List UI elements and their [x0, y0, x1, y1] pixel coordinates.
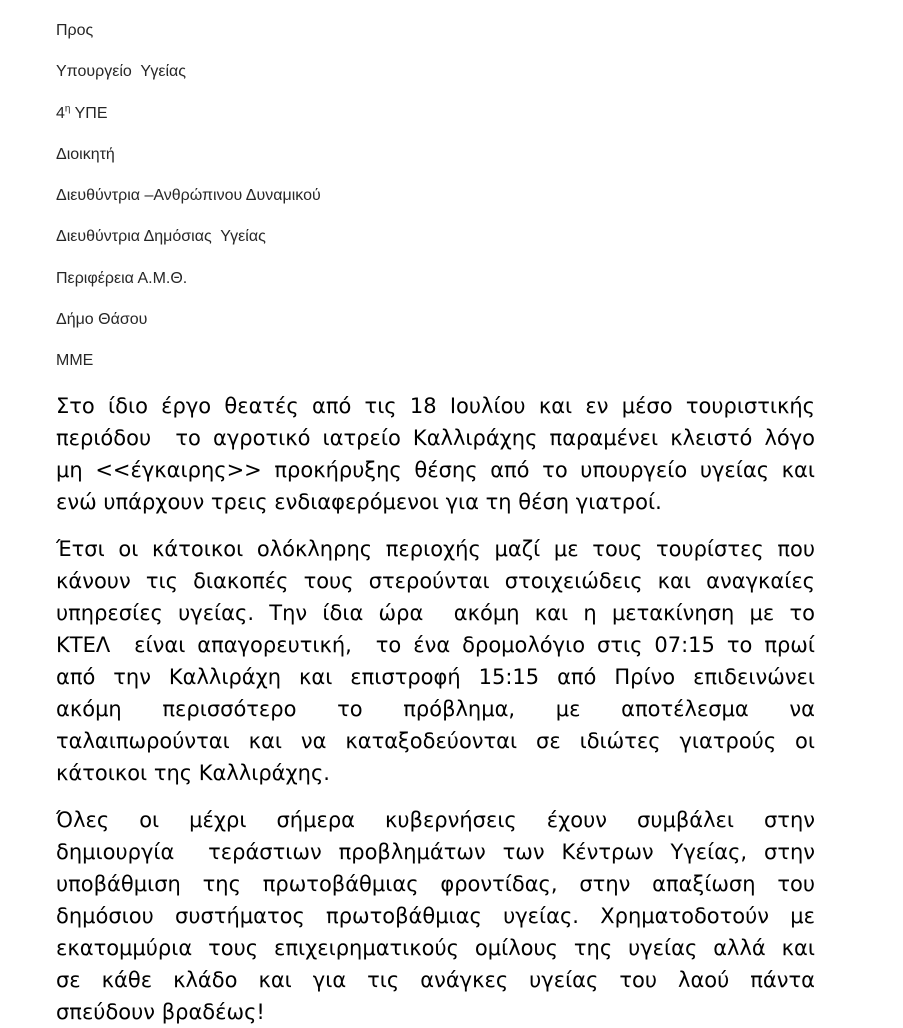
text-line: ενώ υπάρχουν τρεις ενδιαφερόμενοι για τη θέση γιατροί.	[56, 489, 662, 514]
text-line: Έτσι οι κάτοικοι ολόκληρης περιοχής μαζί με τους τουρίστες που	[56, 536, 815, 561]
body-paragraph	[56, 390, 815, 518]
recipient-line: Διοικητή	[56, 145, 115, 163]
text-line: περιόδου το αγροτικό ιατρείο Καλλιράχης παραμένει κλειστό λόγο	[56, 425, 815, 450]
recipient-line: Προς	[56, 22, 94, 39]
recipient-list	[56, 10, 815, 382]
body-paragraph	[56, 533, 815, 789]
text-line: εκατομμύρια τους επιχειρηματικούς ομίλους της υγείας αλλά και	[56, 935, 815, 960]
text-line: δημόσιου συστήματος πρωτοβάθμιας υγείας. Χρηματοδοτούν με	[56, 903, 815, 928]
text-line: κάτοικοι της Καλλιράχης.	[56, 760, 330, 785]
recipient-line: Περιφέρεια Α.Μ.Θ.	[56, 269, 188, 287]
text-line: υποβάθμιση της πρωτοβάθμιας φροντίδας, στην απαξίωση του	[56, 871, 815, 896]
letter-body	[56, 390, 815, 1028]
body-paragraph	[56, 804, 815, 1028]
text-line: κάνουν τις διακοπές τους στερούνται στοιχειώδεις και αναγκαίες	[56, 568, 815, 593]
ordinal-superscript: η	[64, 103, 71, 115]
text-line: υπηρεσίες υγείας. Την ίδια ώρα ακόμη και η μετακίνηση με το	[56, 600, 815, 625]
text-line: σε κάθε κλάδο και για τις ανάγκες υγείας του λαού πάντα	[56, 967, 815, 992]
recipient-line: Διευθύντρια Δημόσιας Υγείας	[56, 228, 266, 246]
text-line: ακόμη περισσότερο το πρόβλημα, με αποτέλεσμα να	[56, 696, 815, 721]
recipient-line: Δήμο Θάσου	[56, 311, 148, 329]
text-line: σπεύδουν βραδέως!	[56, 999, 265, 1024]
recipient-line: $4^\eta$ ΥΠΕ	[56, 103, 108, 122]
text-line: από την Καλλιράχη και επιστροφή 15:15 από Πρίνο επιδεινώνει	[56, 664, 815, 689]
text-line: Όλες οι μέχρι σήμερα κυβερνήσεις έχουν συμβάλει στην	[56, 807, 815, 832]
recipient-line: Υπουργείο Υγείας	[56, 63, 186, 81]
text-line: ΚΤΕΛ είναι απαγορευτική, το ένα δρομολόγιο στις 07:15 το πρωί	[56, 632, 815, 657]
text-line: μη <<έγκαιρης>> προκήρυξης θέσης από το υπουργείο υγείας και	[56, 457, 815, 482]
recipient-line: Διευθύντρια –Ανθρώπινου Δυναμικού	[56, 187, 321, 205]
recipient-line: ΜΜΕ	[56, 352, 94, 370]
text-line: Στο ίδιο έργο θεατές από τις 18 Ιουλίου και εν μέσο τουριστικής	[56, 393, 815, 418]
text-line: ταλαιπωρούνται και να καταξοδεύονται σε ιδιώτες γιατρούς οι	[56, 728, 815, 753]
text-line: δημιουργία τεράστιων προβλημάτων των Κέντρων Υγείας, στην	[56, 839, 815, 864]
